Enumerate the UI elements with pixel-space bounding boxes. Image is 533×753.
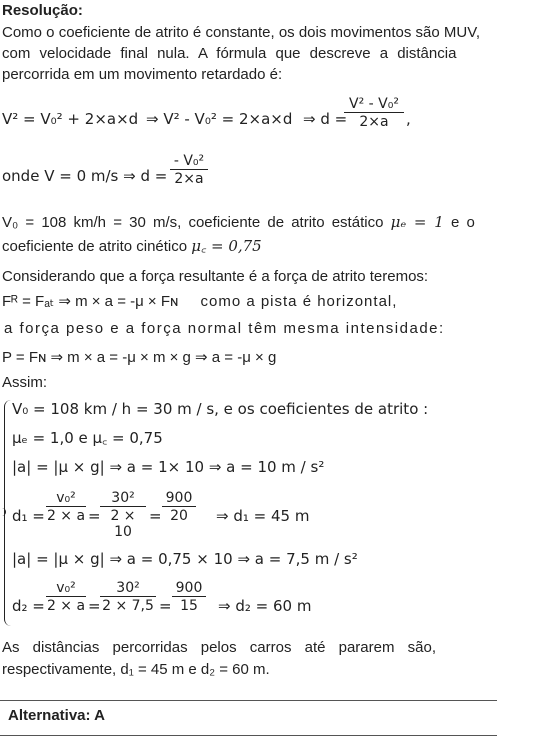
intro-text-1: Como o coeficiente de atrito é constante, os dois movimentos são MUV, — [2, 24, 481, 41]
fraction-numerator: V² - V₀² — [344, 96, 404, 113]
fraction-numerator: - V₀² — [170, 153, 208, 170]
system-line-2: μₑ = 1,0 e μ꜀ = 0,75 — [12, 429, 163, 447]
fraction-numerator: 30² — [100, 580, 156, 597]
equation-rearranged: ⇒ V² - V₀² = 2×a×d — [146, 110, 293, 128]
d1-result: ⇒ d₁ = 45 m — [216, 507, 310, 525]
intro-line-2: com velocidade final nula. A fórmula que descreve a distância — [2, 45, 457, 62]
conclusion-line-2: respectivamente, d₁ = 45 m e d₂ = 60 m. — [2, 661, 270, 678]
force-line-3: a força peso e a força normal têm mesma intensidade: — [4, 320, 445, 337]
fraction-denominator: 2 × a — [46, 598, 86, 614]
d2-fraction-result — [172, 580, 206, 614]
fraction-distance — [344, 96, 404, 130]
conclusion-line-1: As distâncias percorridas pelos carros até pararem são, — [2, 639, 437, 656]
equals-sign: = — [159, 597, 172, 615]
equation-v-zero: onde V = 0 m/s ⇒ d = — [2, 167, 168, 185]
fraction-denominator: 2 × a — [46, 508, 86, 524]
fraction-numerator: 30² — [100, 490, 146, 507]
fraction-numerator: 900 — [162, 490, 196, 507]
given-line-1 — [2, 213, 527, 231]
kinetic-coefficient: μ꜀ = 0,75 — [191, 237, 262, 255]
d2-fraction-values — [100, 580, 156, 614]
force-equation: Fᴿ = Fₐₜ ⇒ m × a = -μ × Fɴ — [2, 293, 179, 310]
fraction-numerator: 900 — [172, 580, 206, 597]
fraction-denominator: 20 — [170, 508, 188, 524]
fraction-numerator: v₀² — [46, 580, 86, 597]
force-line-1: Considerando que a força resultante é a força de atrito teremos: — [2, 268, 429, 285]
force-text: como a pista é horizontal, — [200, 293, 398, 310]
assim-label: Assim: — [2, 374, 47, 391]
answer-label: Alternativa: A — [8, 707, 105, 724]
fraction-denominator: 2 × 7,5 — [102, 598, 154, 614]
given-text-end: e o — [450, 214, 475, 231]
divider-bottom — [0, 735, 497, 736]
d1-prefix: d₁ = — [12, 507, 45, 525]
resolution-title: Resolução: — [2, 2, 83, 19]
intro-line-1 — [2, 24, 527, 41]
system-line-5: |a| = |μ × g| ⇒ a = 0,75 × 10 ⇒ a = 7,5 m / s² — [12, 550, 358, 568]
d1-fraction-result — [162, 490, 196, 524]
d2-fraction-formula — [46, 580, 86, 614]
d2-prefix: d₂ = — [12, 597, 45, 615]
given-text: V₀ = 108 km/h = 30 m/s, coeficiente de atrito estático — [2, 214, 384, 231]
intro-line-3: percorrida em um movimento retardado é: — [2, 66, 283, 83]
given-text-2: coeficiente de atrito cinético — [2, 238, 188, 255]
fraction-distance-simplified — [170, 153, 208, 187]
equals-sign: = — [149, 507, 162, 525]
equals-sign: = — [88, 597, 101, 615]
given-line-2 — [2, 236, 527, 256]
force-line-2 — [2, 292, 527, 310]
equation-d-prefix: ⇒ d = — [303, 110, 348, 128]
system-line-3: |a| = |μ × g| ⇒ a = 1× 10 ⇒ a = 10 m / s² — [12, 458, 325, 476]
fraction-denominator: 2×a — [174, 171, 204, 187]
fraction-denominator: 2×a — [359, 114, 389, 130]
equation-comma: , — [406, 110, 411, 128]
system-line-1: V₀ = 108 km / h = 30 m / s, e os coeficientes de atrito : — [12, 400, 429, 418]
d2-result: ⇒ d₂ = 60 m — [218, 597, 312, 615]
static-coefficient: μₑ = 1 — [390, 213, 444, 231]
fraction-numerator: v₀² — [46, 490, 86, 507]
fraction-denominator: 15 — [180, 598, 198, 614]
equals-sign: = — [88, 507, 101, 525]
divider-top — [0, 700, 497, 701]
fraction-denominator: 2 × 10 — [110, 508, 136, 540]
equation-torricelli: V² = V₀² + 2×a×d — [2, 110, 139, 128]
force-line-4: P = Fɴ ⇒ m × a = -μ × m × g ⇒ a = -μ × g — [2, 349, 277, 366]
d1-fraction-values — [100, 490, 146, 540]
d1-fraction-formula — [46, 490, 86, 524]
